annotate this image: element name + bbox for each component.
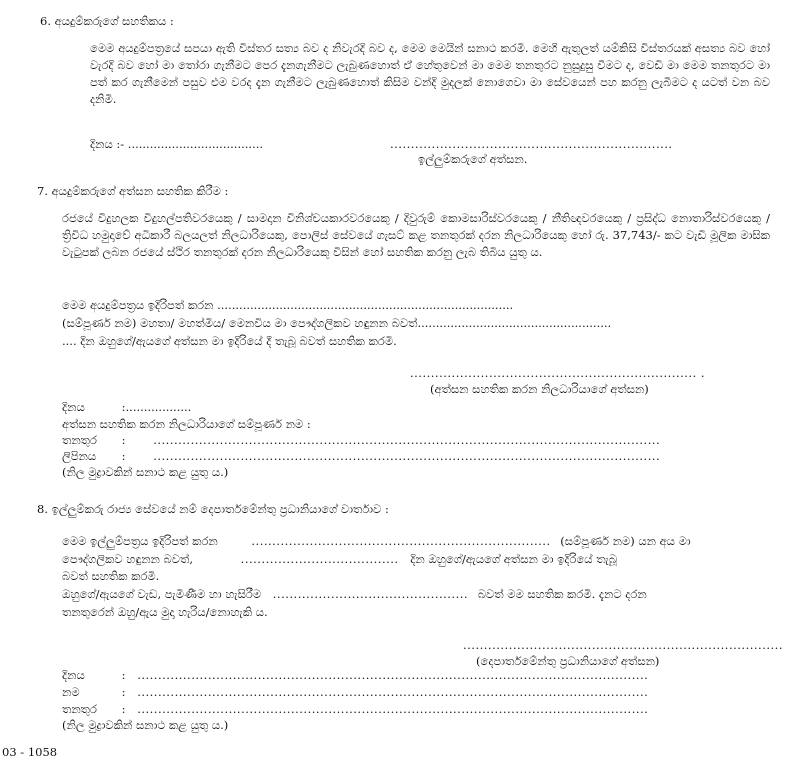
section-7-address-row — [62, 449, 660, 464]
section-8-line-1-text: මෙම ඉල්ලුම්පත්‍රය ඉදිරිපත් කරන — [62, 534, 218, 548]
colon: : — [121, 702, 126, 716]
section-7-post-row — [62, 433, 660, 448]
section-6-date-line: දිනය :- ..................................... — [90, 137, 264, 151]
section-6-declaration: මෙම අයදුම්පත්‍රයේ සපයා ඇති විස්තර සත්‍ය බව ද නිවැරදි බව ද, මෙම මෙයින් සනාථ කරමි. මෙහි ඇතුලත් යම්කිසි විස්තරයක් අසත්‍ය බව හෝ වැරදි බව හෝ මා තෝරා ගැනීමට පෙර දැනගැනීමට ලැබුණහොත් ඒ හේතුවෙන් මා මෙම තනතුරට නුසුදුසු වීමට ද, වෙඩි මා මෙම තනතුරට මා පත් කර ගැනීමෙන් පසුව එම වරද දැන ගැනීමට ලැබුණහොත් කිසිම වන්දි මුදලක් නොගෙවා මා සේවයෙන් පහ කරනු ලැබීමට ද යටත් වන බව දනිමි. — [90, 41, 770, 106]
section-8-date-input[interactable]: ........................................................................................................................... — [137, 668, 649, 682]
section-7-line-1: මෙම අයදුම්පත්‍රය ඉදිරිපත් කරන ................................................................................. — [62, 298, 514, 312]
section-8-fullname-field[interactable]: ........................................................................ — [251, 534, 551, 548]
section-8-date-row — [62, 668, 648, 683]
section-8-line-1-suffix: (සම්පූර්ණ නම) යන අය මා — [560, 534, 691, 548]
colon: : — [121, 668, 126, 682]
section-8-date-label: දිනය — [62, 668, 85, 682]
section-8-name-row — [62, 685, 648, 700]
section-8-seal-note: (නිල මුද්‍රාවකින් සනාථ කළ යුතු ය.) — [62, 718, 229, 732]
section-8-post-row — [62, 702, 648, 717]
footer-document-code: 03 - 1058 — [2, 745, 58, 759]
section-8-line-3: බවත් සහතික කරමි. — [62, 569, 160, 583]
section-6-signature-line: .................................................................... — [390, 137, 673, 151]
section-8-conduct-field[interactable]: ............................................... — [272, 587, 469, 601]
section-8-name-label: නම — [62, 685, 80, 699]
colon: : — [121, 433, 126, 447]
section-7-signature-label: (අත්සන සහතික කරන නිලධාරියාගේ අත්සන) — [430, 382, 649, 396]
section-7-name-label: අත්සන සහතික කරන නිලධාරියාගේ සම්පූර්ණ නම : — [62, 417, 311, 431]
section-7-post-field[interactable]: .......................................................................................................................... — [153, 433, 661, 447]
colon: : — [121, 449, 126, 463]
section-7-signature-line: ..................................................................... . — [410, 366, 706, 380]
section-8-heading: 8. ඉල්ලුම්කරු රාජ්‍ය සේවයේ නම් දෙපාර්තමේන්තු ප්‍රධානියාගේ වාර්තාව : — [37, 502, 389, 516]
section-8-signature-line: ............................................................................. — [463, 638, 783, 652]
section-6-heading: 6. අයදුම්කරුගේ සහතිකය : — [40, 14, 174, 28]
section-8-post-label: තනතුර — [62, 702, 97, 716]
section-8-line-1 — [62, 534, 691, 549]
colon: : — [121, 685, 126, 699]
section-7-line-3: .... දින ඔහුගේ/ඇයගේ අත්සන මා ඉදිරියේ දී තැබූ බවත් සහතික කරමි. — [62, 334, 397, 348]
section-7-date-label: දිනය — [62, 400, 85, 414]
section-8-line-4-suffix: බවත් මම සහතික කරමි. දැනට දරන — [477, 587, 647, 601]
section-7-heading: 7. අයදුම්කරුගේ අත්සන සහතික කිරීම : — [37, 184, 229, 198]
section-8-line-5: තනතුරෙන් ඔහු/ඇය මුදා හැරිය/නොහැකි ය. — [62, 605, 268, 619]
section-7-address-field[interactable]: .......................................................................................................................... — [153, 449, 661, 463]
section-7-date-field[interactable]: :.................. — [121, 400, 192, 414]
section-8-line-2 — [62, 552, 617, 567]
section-7-address-label: ලිපිනය — [62, 449, 97, 463]
section-8-signature-label: (දෙපාර්තමේන්තු ප්‍රධානියාගේ අත්සන) — [476, 654, 660, 668]
section-7-line-2: (සම්පූර්ණ නම) මහතා/ මහත්මිය/ මෙනවිය මා පෞද්ගලිකව හඳුනන බවත්..................................................... — [62, 316, 612, 330]
section-8-line-4-text: ඔහුගේ/ඇයගේ වැඩ, පැමිණීම හා හැසිරීම — [62, 587, 262, 601]
section-8-line-2-suffix: දින ඔහුගේ/ඇයගේ අත්සන මා ඉදිරියේ තැබූ — [410, 552, 617, 566]
section-8-date-field[interactable]: ...................................... — [240, 552, 399, 566]
section-8-post-field[interactable]: ........................................................................................................................... — [137, 702, 649, 716]
section-7-date-row — [62, 400, 191, 415]
section-8-line-2-text: පෞද්ගලිකව හඳුනන බවත්, — [62, 552, 194, 566]
section-7-seal-note: (නිල මුද්‍රාවකින් සනාථ කළ යුතු ය.) — [62, 465, 229, 479]
section-7-instruction: රජයේ විදුහලක විදුහල්පතිවරයෙකු / සාමදාන විනිශ්චයකාරවරයෙකු / දිවුරුම් කොමසාරිස්වරයෙකු / නීතිඥවරයෙකු / ප්‍රසිද්ධ නොතාරිස්වරයෙකු / ත්‍රිවිධ හමුදාවේ අධිකාරී බලයලත් නිලධාරියෙකු, පොලිස් සේවයේ ගැසට් කළ තනතුරක් දරන නිලධාරියෙකු හෝ රු. 37,743/- කට වැඩි මූලික මාසික වැටුපක් ලබන රජයේ ස්ථිර තනතුරක් දරන නිලධාරියෙකු විසින් හෝ සහතික කරනු ලැබ තිබිය යුතු ය. — [62, 211, 770, 259]
section-6-signature-label: ඉල්ලුම්කරුගේ අත්සන. — [418, 152, 528, 166]
section-8-line-4 — [62, 587, 647, 602]
section-8-name-field[interactable]: ........................................................................................................................... — [137, 685, 649, 699]
section-7-post-label: තනතුර — [62, 433, 97, 447]
